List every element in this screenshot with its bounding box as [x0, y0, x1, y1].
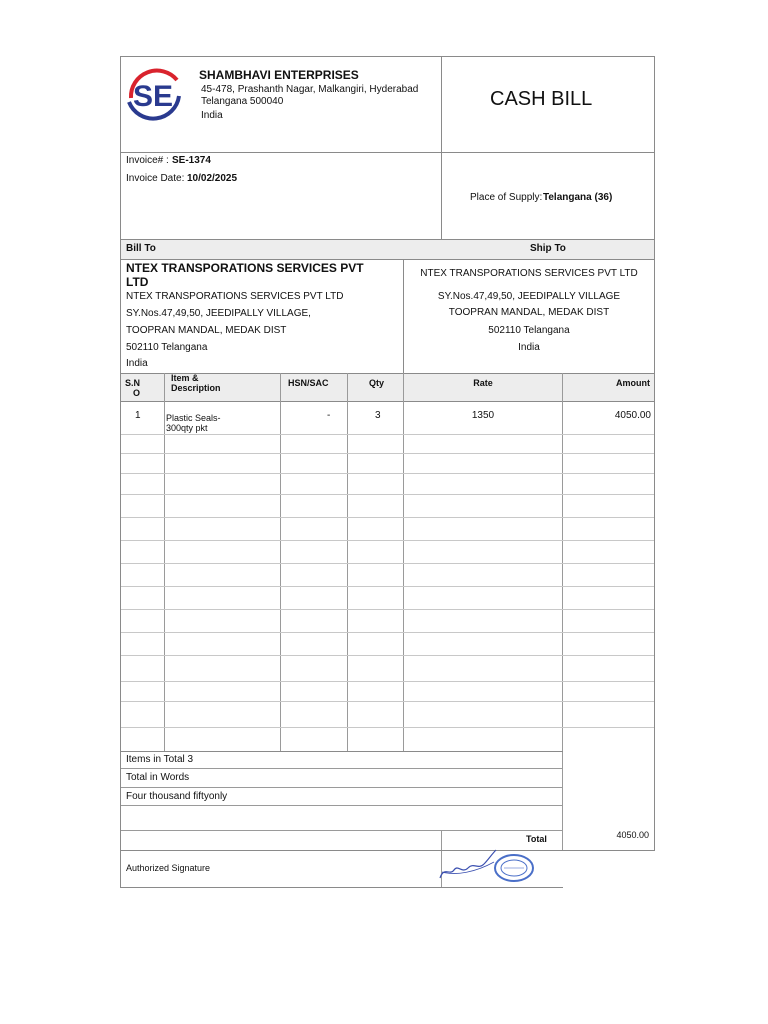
col-line-2 — [280, 373, 281, 751]
col-qty-header: Qty — [369, 378, 385, 388]
company-address-line1: 45-478, Prashanth Nagar, Malkangiri, Hyderabad — [201, 84, 419, 95]
table-row — [121, 586, 654, 587]
company-name: SHAMBHAVI ENTERPRISES — [199, 68, 359, 82]
signature-and-stamp — [436, 842, 540, 886]
col-item-header-1: Item & — [171, 373, 199, 383]
header-divider — [441, 56, 442, 259]
bill-to-line2: SY.Nos.47,49,50, JEEDIPALLY VILLAGE, — [126, 308, 311, 319]
table-row — [121, 727, 654, 728]
total-in-words: Four thousand fiftyonly — [126, 791, 228, 802]
company-address-line2: Telangana 500040 — [201, 96, 284, 107]
table-row — [121, 632, 654, 633]
table-row — [121, 609, 654, 610]
table-row — [121, 540, 654, 541]
table-row — [121, 434, 654, 435]
bill-to-header: Bill To — [126, 243, 156, 254]
bill-to-name-line1: NTEX TRANSPORATIONS SERVICES PVT — [126, 261, 364, 275]
address-header-band — [121, 240, 654, 259]
ship-to-line1: NTEX TRANSPORATIONS SERVICES PVT LTD — [420, 268, 638, 279]
bill-to-line4: 502110 Telangana — [126, 342, 208, 353]
table-row — [121, 563, 654, 564]
row1-qty: 3 — [375, 410, 381, 421]
place-of-supply: Telangana (36) — [543, 192, 613, 203]
table-row — [121, 681, 654, 682]
invoice-number-label: Invoice# : — [126, 155, 169, 166]
place-of-supply-label: Place of Supply: — [470, 192, 543, 203]
ship-to-line4: 502110 Telangana — [488, 325, 570, 336]
row1-rate: 1350 — [471, 410, 495, 421]
col-item-header-2: Description — [171, 383, 221, 393]
table-row — [121, 473, 654, 474]
table-top-line — [120, 373, 655, 374]
bill-to-line3: TOOPRAN MANDAL, MEDAK DIST — [126, 325, 287, 336]
col-sno-header-2: O — [133, 388, 141, 398]
total-label: Total — [526, 834, 547, 844]
col-line-3 — [347, 373, 348, 751]
col-line-1 — [164, 373, 165, 751]
col-line-5 — [562, 373, 563, 851]
summary-line-3 — [121, 805, 562, 806]
ship-to-header: Ship To — [530, 243, 566, 254]
frame-top — [120, 56, 655, 57]
frame-left — [120, 56, 121, 888]
row1-desc-1: Plastic Seals- — [166, 413, 221, 423]
total-value: 4050.00 — [616, 830, 649, 840]
ship-to-line5: India — [518, 342, 540, 353]
col-rate-header: Rate — [473, 378, 493, 388]
bill-to-line1: NTEX TRANSPORATIONS SERVICES PVT LTD — [126, 291, 344, 302]
summary-line-2 — [121, 787, 562, 788]
table-row — [121, 453, 654, 454]
summary-line-4 — [121, 830, 562, 831]
row1-amount: 4050.00 — [614, 410, 651, 421]
company-address-line3: India — [201, 110, 223, 121]
invoice-date-label: Invoice Date: — [126, 173, 185, 184]
row1-desc-2: 300qty pkt — [166, 423, 208, 433]
frame-bottom — [120, 887, 563, 888]
band-bottom-line — [120, 259, 655, 260]
frame-right — [654, 56, 655, 851]
invoice-number: SE-1374 — [172, 155, 211, 166]
summary-line-1 — [121, 768, 562, 769]
table-bottom-line — [120, 751, 563, 752]
invoice-date: 10/02/2025 — [187, 173, 238, 184]
table-row — [121, 701, 654, 702]
row1-sno: 1 — [135, 410, 141, 421]
total-bottom-line — [120, 850, 655, 851]
table-row — [121, 655, 654, 656]
authorized-signature-label: Authorized Signature — [126, 863, 211, 873]
table-header-bottom-line — [120, 401, 655, 402]
ship-to-line3: TOOPRAN MANDAL, MEDAK DIST — [448, 307, 610, 318]
col-hsn-header: HSN/SAC — [288, 378, 329, 388]
items-total: Items in Total 3 — [126, 754, 194, 765]
band-top-line — [120, 239, 655, 240]
ship-to-line2: SY.Nos.47,49,50, JEEDIPALLY VILLAGE — [437, 291, 621, 302]
table-row — [121, 494, 654, 495]
table-row — [121, 517, 654, 518]
row1-hsn: - — [327, 410, 331, 421]
col-amount-header: Amount — [616, 378, 650, 388]
bill-to-line5: India — [126, 358, 148, 369]
company-logo — [121, 62, 185, 126]
col-sno-header-1: S.N — [125, 378, 141, 388]
bill-to-name-line2: LTD — [126, 275, 149, 289]
total-in-words-label: Total in Words — [126, 772, 190, 783]
header-bottom-line — [120, 152, 655, 153]
doc-title: CASH BILL — [490, 88, 593, 110]
col-line-4 — [403, 373, 404, 751]
logo-text: SE — [132, 80, 174, 113]
